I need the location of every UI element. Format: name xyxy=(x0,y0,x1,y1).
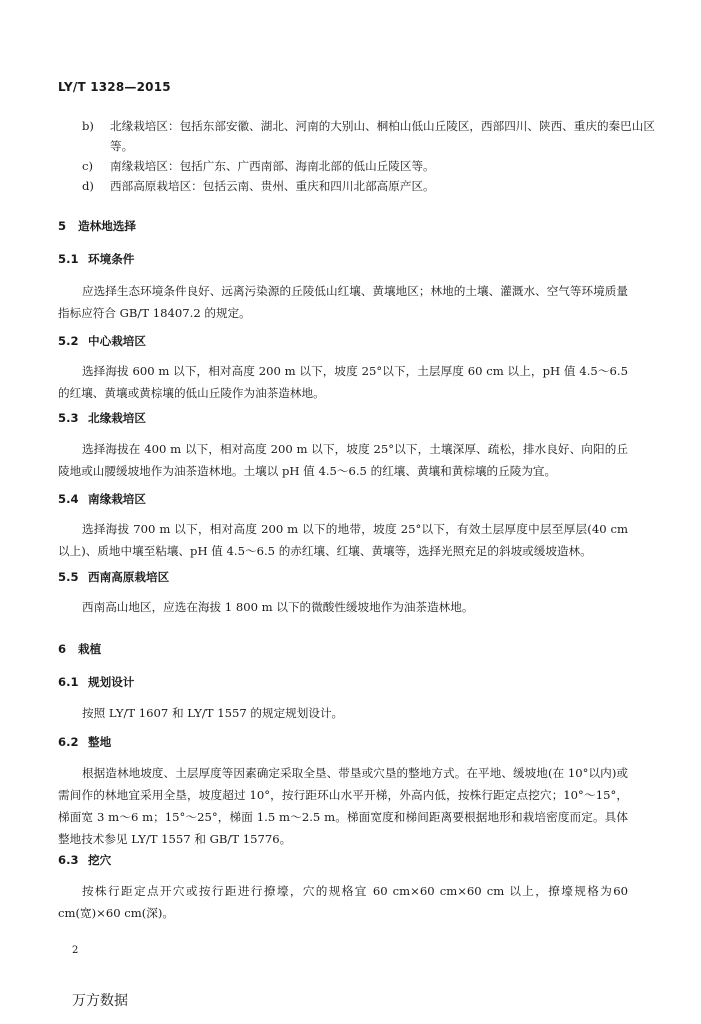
section-number: 5 xyxy=(58,219,67,233)
section-title: 南缘栽培区 xyxy=(88,492,146,506)
section-heading-6-2 xyxy=(58,734,111,750)
section-number: 6.2 xyxy=(58,735,79,749)
paragraph-5-4: 选择海拔 700 m 以下，相对高度 200 m 以下的地带，坡度 25°以下，有效土层厚度中层至厚层(40 cm 以上)、质地中壤至粘壤、pH 值 4.5～6.5 的赤红壤、红壤、黄壤等，选择光照充足的斜坡或缓坡造林。 xyxy=(58,522,628,558)
section-title: 环境条件 xyxy=(88,252,135,266)
list-label: c) xyxy=(82,159,94,173)
list-label: d) xyxy=(82,179,94,193)
section-heading-5-3 xyxy=(58,410,146,426)
section-title: 中心栽培区 xyxy=(88,334,146,348)
section-title: 北缘栽培区 xyxy=(88,411,146,425)
section-number: 5.3 xyxy=(58,411,79,425)
section-number: 5.1 xyxy=(58,252,79,266)
standard-code-header: LY/T 1328—2015 xyxy=(58,80,171,94)
section-heading-5-5 xyxy=(58,569,169,585)
section-title: 整地 xyxy=(88,735,112,749)
list-text: 西部高原栽培区：包括云南、贵州、重庆和四川北部高原产区。 xyxy=(110,179,435,193)
section-number: 6 xyxy=(58,642,67,656)
paragraph-5-2: 选择海拔 600 m 以下，相对高度 200 m 以下，坡度 25°以下，土层厚度 60 cm 以上，pH 值 4.5～6.5的红壤、黄壤或黄棕壤的低山丘陵作为油茶造林地。 xyxy=(58,364,628,400)
section-heading-5 xyxy=(58,218,136,234)
section-number: 5.5 xyxy=(58,570,79,584)
paragraph-6-3: 按株行距定点开穴或按行距进行撩壕，穴的规格宜 60 cm×60 cm×60 cm 以上，撩壕规格为60 cm(宽)×60 cm(深)。 xyxy=(58,884,628,920)
paragraph-5-1: 应选择生态环境条件良好、远离污染源的丘陵低山红壤、黄壤地区；林地的土壤、灌溉水、空气等环境质量指标应符合 GB/T 18407.2 的规定。 xyxy=(58,284,628,320)
section-heading-6-3 xyxy=(58,852,111,868)
section-heading-5-4 xyxy=(58,491,146,507)
paragraph-6-1: 按照 LY/T 1607 和 LY/T 1557 的规定规划设计。 xyxy=(82,706,344,720)
list-text: 南缘栽培区：包括广东、广西南部、海南北部的低山丘陵区等。 xyxy=(110,159,435,173)
section-title: 栽植 xyxy=(78,642,102,656)
section-title: 造林地选择 xyxy=(78,219,136,233)
section-heading-6-1 xyxy=(58,674,134,690)
section-title: 西南高原栽培区 xyxy=(88,570,170,584)
section-heading-5-2 xyxy=(58,333,146,349)
section-heading-5-1 xyxy=(58,251,134,267)
list-label: b) xyxy=(82,119,94,133)
section-number: 5.4 xyxy=(58,492,79,506)
section-title: 规划设计 xyxy=(88,675,135,689)
paragraph-6-2: 根据造林地坡度、土层厚度等因素确定采取全垦、带垦或穴垦的整地方式。在平地、缓坡地(在 10°以内)或需间作的林地宜采用全垦，坡度超过 10°，按行距环山水平开梯，外高内低，按株行距定点挖穴；10°～15°，梯面宽 3 m～6 m；15°～25°，梯面 1.5 m～2.5 m。梯面宽度和梯间距离要根据地形和栽培密度而定。具体整地技术参见 LY/T 1557 和 GB/T 15776。 xyxy=(58,766,628,846)
section-number: 6.3 xyxy=(58,853,79,867)
list-text: 北缘栽培区：包括东部安徽、湖北、河南的大别山、桐柏山低山丘陵区，西部四川、陕西、重庆的秦巴山区等。 xyxy=(110,119,655,153)
page-number: 2 xyxy=(72,945,79,956)
section-number: 6.1 xyxy=(58,675,79,689)
paragraph-5-3: 选择海拔在 400 m 以下，相对高度 200 m 以下，坡度 25°以下，土壤深厚、疏松，排水良好、向阳的丘陵地或山腰缓坡地作为油茶造林地。土壤以 pH 值 4.5～6.5 的红壤、黄壤和黄棕壤的丘陵为宜。 xyxy=(58,442,628,478)
section-heading-6 xyxy=(58,641,101,657)
section-number: 5.2 xyxy=(58,334,79,348)
paragraph-5-5: 西南高山地区，应选在海拔 1 800 m 以下的微酸性缓坡地作为油茶造林地。 xyxy=(82,600,474,614)
watermark-text: 万方数据 xyxy=(72,993,128,1009)
section-title: 挖穴 xyxy=(88,853,112,867)
